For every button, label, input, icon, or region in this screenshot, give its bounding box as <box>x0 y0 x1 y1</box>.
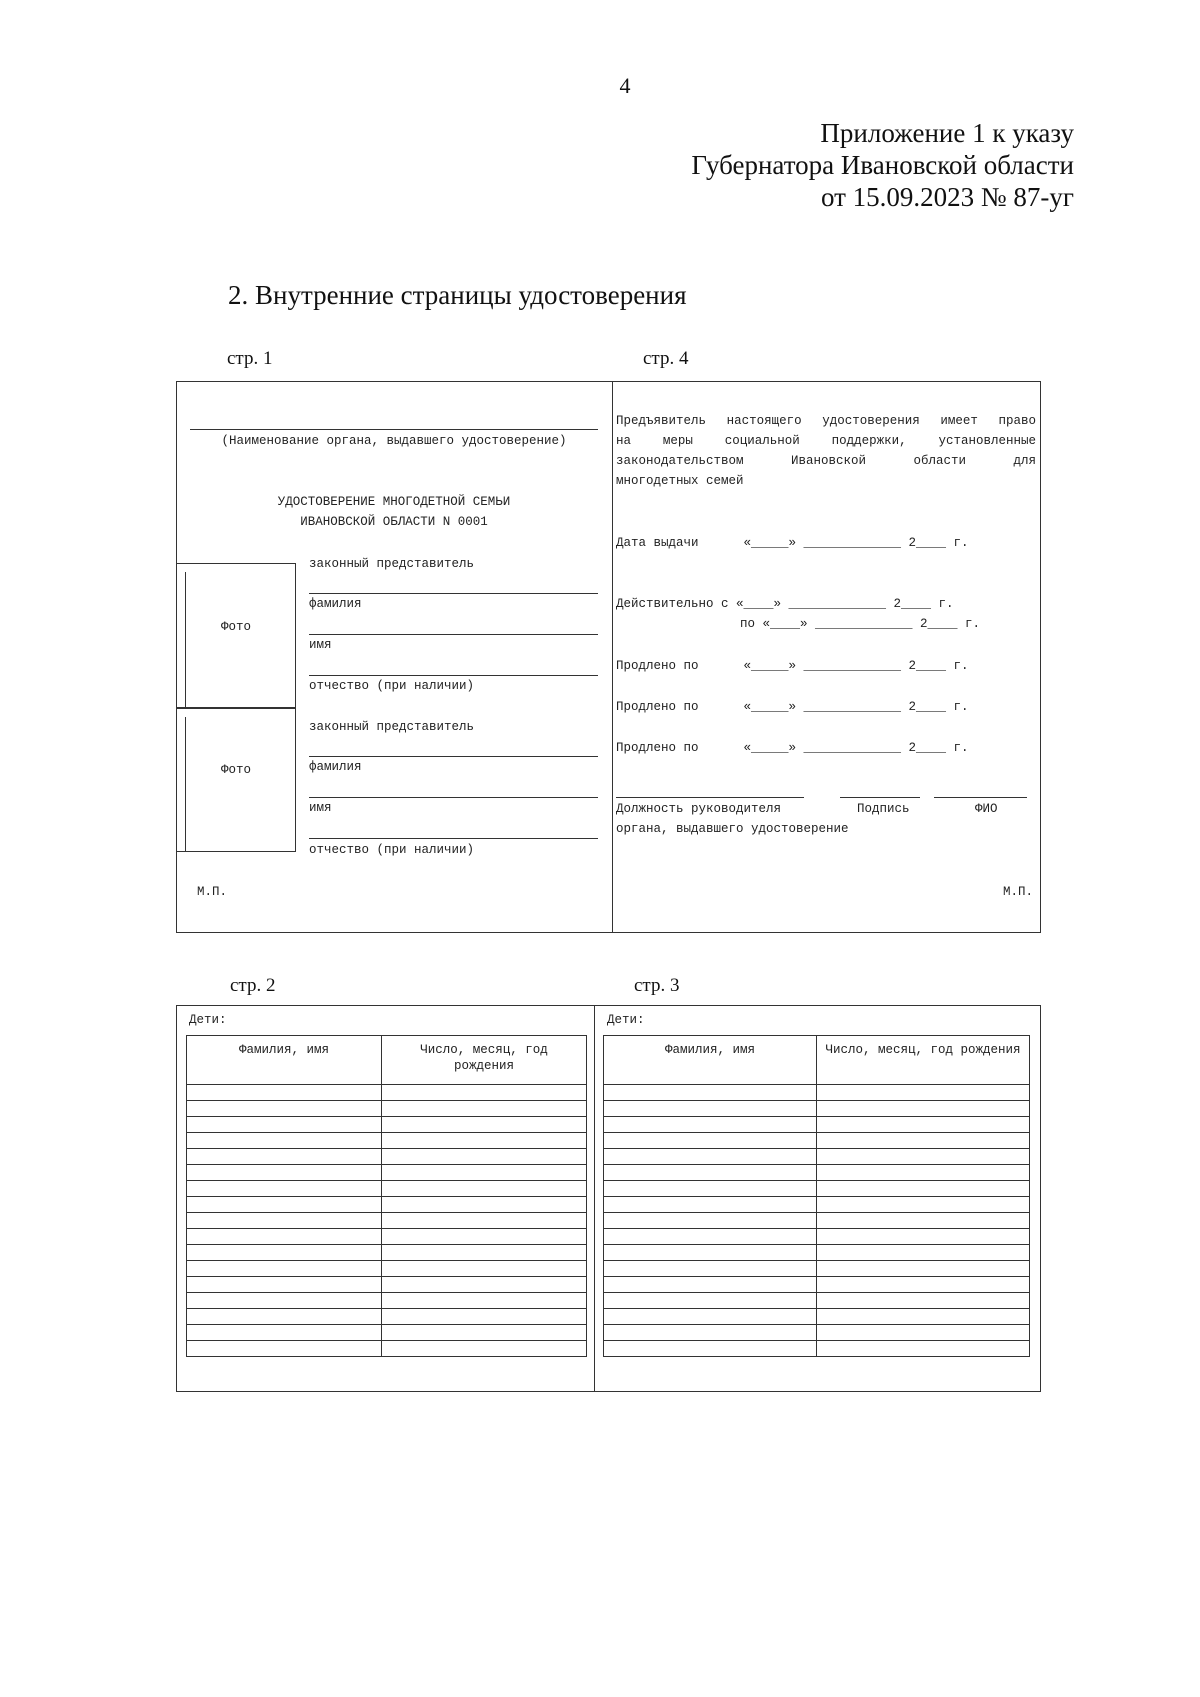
rep2-label: законный представитель <box>309 720 475 734</box>
rep1-line <box>309 593 598 594</box>
table-row <box>604 1261 1030 1277</box>
cell-birthdate[interactable] <box>817 1277 1030 1293</box>
table-row <box>604 1085 1030 1101</box>
cell-birthdate[interactable] <box>817 1309 1030 1325</box>
cell-surname-name[interactable] <box>187 1245 382 1261</box>
col-birthdate-header: Число, месяц, год рождения <box>382 1036 587 1085</box>
cell-birthdate[interactable] <box>817 1085 1030 1101</box>
table-row <box>187 1277 587 1293</box>
rep1-name-line <box>309 675 598 676</box>
cell-surname-name[interactable] <box>604 1117 817 1133</box>
cell-birthdate[interactable] <box>382 1149 587 1165</box>
cell-surname-name[interactable] <box>604 1309 817 1325</box>
cell-birthdate[interactable] <box>817 1101 1030 1117</box>
org-name-line <box>190 429 598 430</box>
cell-surname-name[interactable] <box>187 1149 382 1165</box>
signature-line <box>840 797 920 798</box>
page2-label: стр. 2 <box>230 975 276 996</box>
rep2-line <box>309 756 598 757</box>
cell-birthdate[interactable] <box>382 1261 587 1277</box>
cell-birthdate[interactable] <box>817 1117 1030 1133</box>
cell-surname-name[interactable] <box>187 1101 382 1117</box>
photo-box-1 <box>176 563 296 708</box>
fio-label: ФИО <box>975 802 998 816</box>
extended-field-2: Продлено по «_____» _____________ 2____ г. <box>616 700 969 714</box>
issuer-org-label: органа, выдавшего удостоверение <box>616 822 849 836</box>
valid-from-field: Действительно с «____» _____________ 2____ г. <box>616 597 954 611</box>
table-row <box>187 1293 587 1309</box>
cell-surname-name[interactable] <box>187 1085 382 1101</box>
cell-surname-name[interactable] <box>604 1277 817 1293</box>
table-row <box>187 1245 587 1261</box>
page1-label: стр. 1 <box>227 348 273 369</box>
cell-surname-name[interactable] <box>187 1213 382 1229</box>
cell-birthdate[interactable] <box>817 1133 1030 1149</box>
page1-stamp: М.П. <box>197 885 228 899</box>
cell-birthdate[interactable] <box>817 1293 1030 1309</box>
page4-stamp: М.П. <box>1003 885 1034 899</box>
cell-birthdate[interactable] <box>382 1341 587 1357</box>
table-row <box>187 1341 587 1357</box>
spread-2-3-fold <box>594 1005 595 1392</box>
cell-birthdate[interactable] <box>382 1085 587 1101</box>
rep1-name-label: имя <box>309 638 332 652</box>
table-row <box>187 1325 587 1341</box>
appendix-line-1: Приложение 1 к указу <box>820 118 1074 148</box>
certificate-title-line-1: УДОСТОВЕРЕНИЕ МНОГОДЕТНОЙ СЕМЬИ <box>277 495 511 509</box>
cell-surname-name[interactable] <box>604 1085 817 1101</box>
table-row <box>604 1133 1030 1149</box>
spread-1-4-fold <box>612 381 613 933</box>
cell-birthdate[interactable] <box>817 1197 1030 1213</box>
rep2-surname-line <box>309 797 598 798</box>
rights-line-4: многодетных семей <box>616 474 744 488</box>
cell-birthdate[interactable] <box>382 1309 587 1325</box>
cell-surname-name[interactable] <box>187 1309 382 1325</box>
cell-surname-name[interactable] <box>187 1229 382 1245</box>
table-row <box>187 1149 587 1165</box>
page3-children-title: Дети: <box>607 1013 645 1027</box>
cell-birthdate[interactable] <box>817 1149 1030 1165</box>
table-row <box>604 1197 1030 1213</box>
cell-surname-name[interactable] <box>187 1325 382 1341</box>
col-surname-name-header: Фамилия, имя <box>604 1036 817 1085</box>
cell-surname-name[interactable] <box>187 1341 382 1357</box>
photo-label-2: Фото <box>220 763 251 777</box>
cell-surname-name[interactable] <box>187 1277 382 1293</box>
table-row <box>604 1341 1030 1357</box>
col-birthdate-header: Число, месяц, год рождения <box>817 1036 1030 1085</box>
cell-birthdate[interactable] <box>382 1325 587 1341</box>
extended-field-3: Продлено по «_____» _____________ 2____ г. <box>616 741 969 755</box>
cell-surname-name[interactable] <box>604 1181 817 1197</box>
issue-date-field: Дата выдачи «_____» _____________ 2____ г. <box>616 536 969 550</box>
cell-birthdate[interactable] <box>382 1165 587 1181</box>
appendix-line-2: Губернатора Ивановской области <box>691 150 1074 180</box>
table-row <box>187 1213 587 1229</box>
rights-line-2: на меры социальной поддержки, установленные <box>616 434 1036 448</box>
cell-surname-name[interactable] <box>604 1245 817 1261</box>
cell-birthdate[interactable] <box>817 1341 1030 1357</box>
cell-surname-name[interactable] <box>604 1165 817 1181</box>
page3-label: стр. 3 <box>634 975 680 996</box>
cell-birthdate[interactable] <box>382 1277 587 1293</box>
table-row <box>187 1261 587 1277</box>
table-row <box>604 1101 1030 1117</box>
cell-surname-name[interactable] <box>187 1197 382 1213</box>
table-row <box>604 1309 1030 1325</box>
fio-line <box>934 797 1027 798</box>
table-row <box>604 1165 1030 1181</box>
signature-label: Подпись <box>857 802 910 816</box>
table-row <box>187 1101 587 1117</box>
table-row <box>604 1181 1030 1197</box>
table-row <box>604 1245 1030 1261</box>
cell-surname-name[interactable] <box>187 1261 382 1277</box>
cell-surname-name[interactable] <box>187 1165 382 1181</box>
page4-label: стр. 4 <box>643 348 689 369</box>
table-row <box>187 1133 587 1149</box>
cell-birthdate[interactable] <box>817 1181 1030 1197</box>
cell-birthdate[interactable] <box>382 1197 587 1213</box>
cell-birthdate[interactable] <box>382 1117 587 1133</box>
table-row <box>604 1293 1030 1309</box>
table-row <box>604 1325 1030 1341</box>
rep2-patronymic-label: отчество (при наличии) <box>309 843 475 857</box>
cell-birthdate[interactable] <box>382 1293 587 1309</box>
rep1-surname-line <box>309 634 598 635</box>
rep1-label: законный представитель <box>309 557 475 571</box>
cell-surname-name[interactable] <box>187 1181 382 1197</box>
cell-surname-name[interactable] <box>604 1149 817 1165</box>
table-row <box>604 1277 1030 1293</box>
cell-birthdate[interactable] <box>817 1261 1030 1277</box>
rep2-name-line <box>309 838 598 839</box>
children-table-page2 <box>186 1035 587 1357</box>
rep2-name-label: имя <box>309 801 332 815</box>
cell-birthdate[interactable] <box>382 1181 587 1197</box>
cell-surname-name[interactable] <box>604 1197 817 1213</box>
table-row <box>187 1117 587 1133</box>
photo-label-1: Фото <box>220 620 251 634</box>
cell-birthdate[interactable] <box>382 1229 587 1245</box>
rep2-surname-label: фамилия <box>309 760 362 774</box>
cell-surname-name[interactable] <box>604 1229 817 1245</box>
cell-surname-name[interactable] <box>604 1261 817 1277</box>
section-title: 2. Внутренние страницы удостоверения <box>228 280 687 310</box>
position-label: Должность руководителя <box>616 802 782 816</box>
cell-birthdate[interactable] <box>382 1133 587 1149</box>
cell-birthdate[interactable] <box>817 1213 1030 1229</box>
extended-field-1: Продлено по «_____» _____________ 2____ г. <box>616 659 969 673</box>
cell-surname-name[interactable] <box>604 1293 817 1309</box>
rep1-surname-label: фамилия <box>309 597 362 611</box>
cell-surname-name[interactable] <box>187 1293 382 1309</box>
cell-surname-name[interactable] <box>187 1117 382 1133</box>
cell-birthdate[interactable] <box>382 1213 587 1229</box>
children-table-page3 <box>603 1035 1030 1357</box>
cell-birthdate[interactable] <box>382 1101 587 1117</box>
valid-to-field: по «____» _____________ 2____ г. <box>740 617 981 631</box>
cell-surname-name[interactable] <box>604 1101 817 1117</box>
position-line <box>616 797 804 798</box>
cell-surname-name[interactable] <box>604 1341 817 1357</box>
cell-surname-name[interactable] <box>187 1133 382 1149</box>
page-number: 4 <box>619 73 631 98</box>
table-row <box>187 1229 587 1245</box>
cell-birthdate[interactable] <box>817 1165 1030 1181</box>
table-row <box>604 1149 1030 1165</box>
table-row <box>187 1309 587 1325</box>
org-caption: (Наименование органа, выдавшего удостоверение) <box>221 434 567 448</box>
table-row <box>604 1229 1030 1245</box>
cell-birthdate[interactable] <box>817 1229 1030 1245</box>
cell-birthdate[interactable] <box>817 1245 1030 1261</box>
cell-surname-name[interactable] <box>604 1133 817 1149</box>
page2-children-title: Дети: <box>189 1013 227 1027</box>
cell-surname-name[interactable] <box>604 1213 817 1229</box>
rights-line-3: законодательством Ивановской области для <box>616 454 1036 468</box>
col-surname-name-header: Фамилия, имя <box>187 1036 382 1085</box>
table-row <box>187 1085 587 1101</box>
table-row <box>604 1213 1030 1229</box>
table-row <box>187 1181 587 1197</box>
cell-birthdate[interactable] <box>817 1325 1030 1341</box>
rights-line-1: Предъявитель настоящего удостоверения имеет право <box>616 414 1036 428</box>
table-row <box>187 1197 587 1213</box>
table-row <box>604 1117 1030 1133</box>
table-row <box>187 1165 587 1181</box>
photo-box-2 <box>176 708 296 852</box>
appendix-line-3: от 15.09.2023 № 87-уг <box>820 182 1074 212</box>
certificate-title-line-2: ИВАНОВСКОЙ ОБЛАСТИ N 0001 <box>300 515 488 529</box>
cell-surname-name[interactable] <box>604 1325 817 1341</box>
cell-birthdate[interactable] <box>382 1245 587 1261</box>
rep1-patronymic-label: отчество (при наличии) <box>309 679 475 693</box>
